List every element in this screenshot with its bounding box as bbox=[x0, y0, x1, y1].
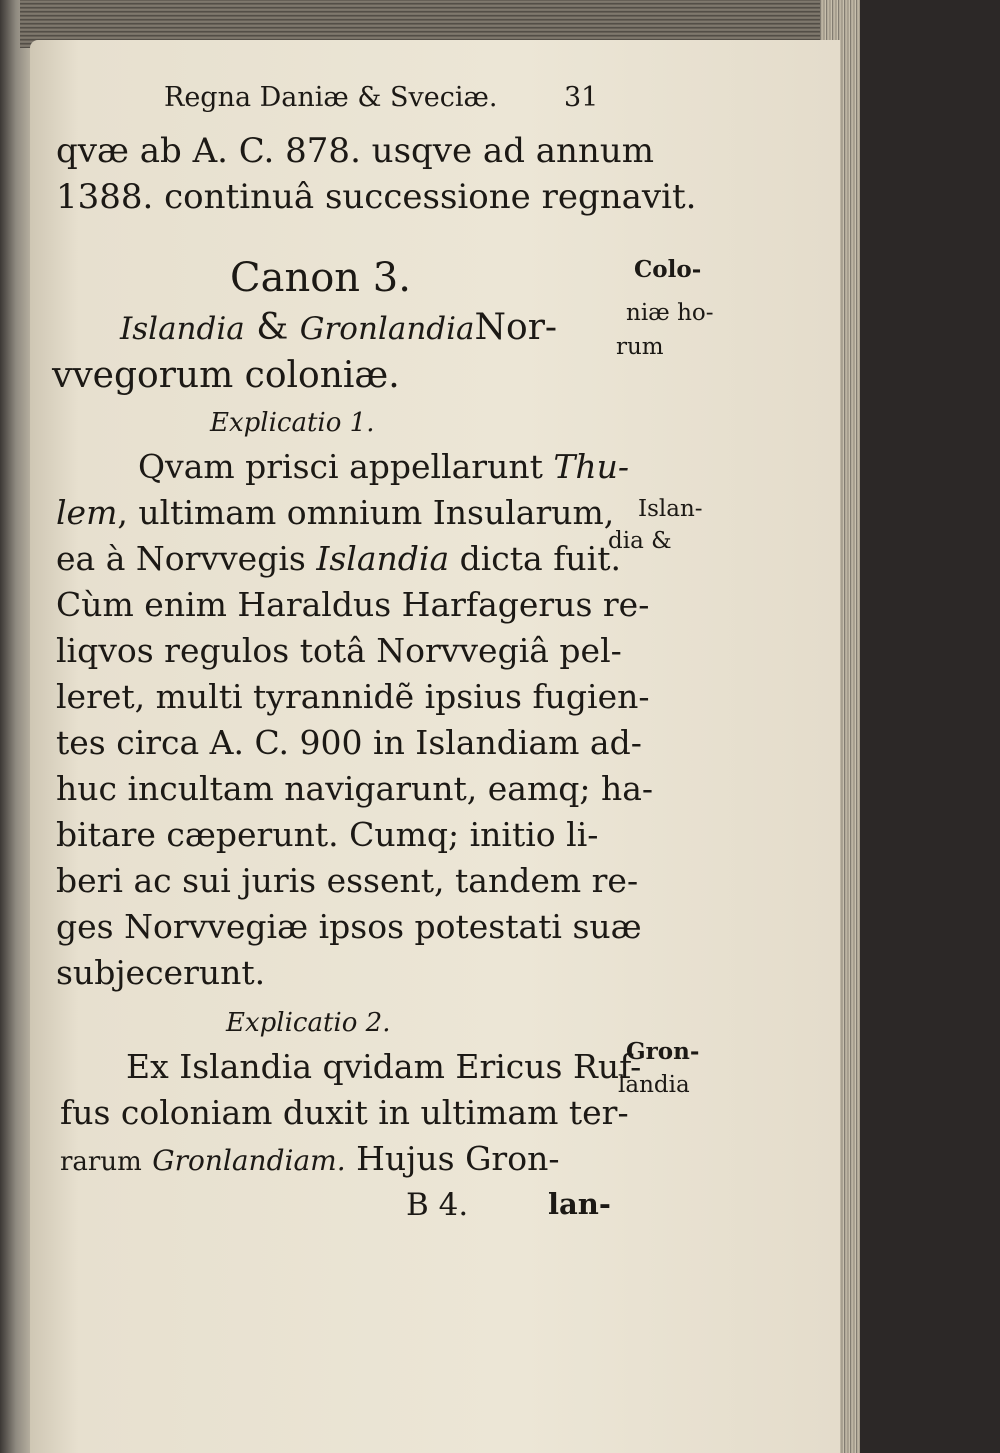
margin-note-line: niæ ho- bbox=[626, 300, 714, 326]
margin-note-line: dia & bbox=[608, 528, 672, 554]
text-line: tes circa A. C. 900 in Islandiam ad- bbox=[56, 723, 642, 762]
text-segment: dicta fuit. bbox=[459, 539, 621, 578]
text-line: bitare cæperunt. Cumq; initio li- bbox=[56, 815, 599, 854]
explicatio-label: Explicatio 1. bbox=[210, 408, 375, 438]
text-segment: Hujus Gron- bbox=[356, 1139, 560, 1178]
text-line: fus coloniam duxit in ultimam ter- bbox=[60, 1093, 629, 1132]
canon-ampersand: & bbox=[256, 307, 289, 348]
margin-note-line: landia bbox=[618, 1072, 690, 1098]
signature-mark: B 4. bbox=[406, 1187, 469, 1223]
text-segment: ea à Norvvegis bbox=[56, 539, 306, 578]
catchword: lan- bbox=[548, 1187, 611, 1221]
text-line bbox=[56, 493, 615, 532]
text-line: subjecerunt. bbox=[56, 953, 266, 992]
book-page bbox=[30, 40, 840, 1453]
text-line bbox=[138, 447, 630, 486]
canon-line-end: Nor- bbox=[474, 307, 558, 348]
page-number: 31 bbox=[564, 82, 599, 113]
canon-line: vvegorum coloniæ. bbox=[52, 355, 400, 396]
text-line: Ex Islandia qvidam Ericus Ruf- bbox=[126, 1047, 642, 1086]
text-line bbox=[56, 539, 621, 578]
text-line: beri ac sui juris essent, tandem re- bbox=[56, 861, 639, 900]
canon-heading: Canon 3. bbox=[230, 255, 411, 301]
text-segment: , ultimam omnium Insularum, bbox=[117, 493, 615, 532]
text-segment: Gronlandiam. bbox=[152, 1144, 346, 1177]
text-segment: Thu- bbox=[553, 447, 630, 486]
text-line: ges Norvvegiæ ipsos potestati suæ bbox=[56, 907, 642, 946]
text-segment: rarum bbox=[60, 1147, 142, 1177]
text-segment: Qvam prisci appellarunt bbox=[138, 447, 543, 486]
margin-note-line: Islan- bbox=[638, 496, 703, 522]
margin-note-line: rum bbox=[616, 334, 664, 360]
text-line: Cùm enim Haraldus Harfagerus re- bbox=[56, 585, 650, 624]
text-line: huc incultam navigarunt, eamq; ha- bbox=[56, 769, 654, 808]
text-line bbox=[60, 1139, 560, 1178]
text-line: liqvos regulos totâ Norvvegiâ pel- bbox=[56, 631, 622, 670]
margin-note-line: Colo- bbox=[634, 256, 702, 283]
running-head: Regna Daniæ & Sveciæ. bbox=[164, 82, 498, 113]
text-line: leret, multi tyrannidẽ ipsius fugien- bbox=[56, 677, 650, 716]
explicatio-label: Explicatio 2. bbox=[226, 1008, 391, 1038]
background-right bbox=[850, 0, 1000, 1453]
canon-place-iceland: Islandia bbox=[120, 311, 245, 347]
text-line: qvæ ab A. C. 878. usqve ad annum bbox=[56, 131, 654, 171]
margin-note-line: Gron- bbox=[626, 1038, 700, 1065]
canon-place-greenland: Gronlandia bbox=[299, 311, 475, 347]
text-line: 1388. continuâ successione regnavit. bbox=[56, 177, 697, 217]
text-segment: Islandia bbox=[316, 539, 450, 578]
canon-line bbox=[120, 307, 558, 348]
text-segment: lem bbox=[56, 493, 118, 532]
